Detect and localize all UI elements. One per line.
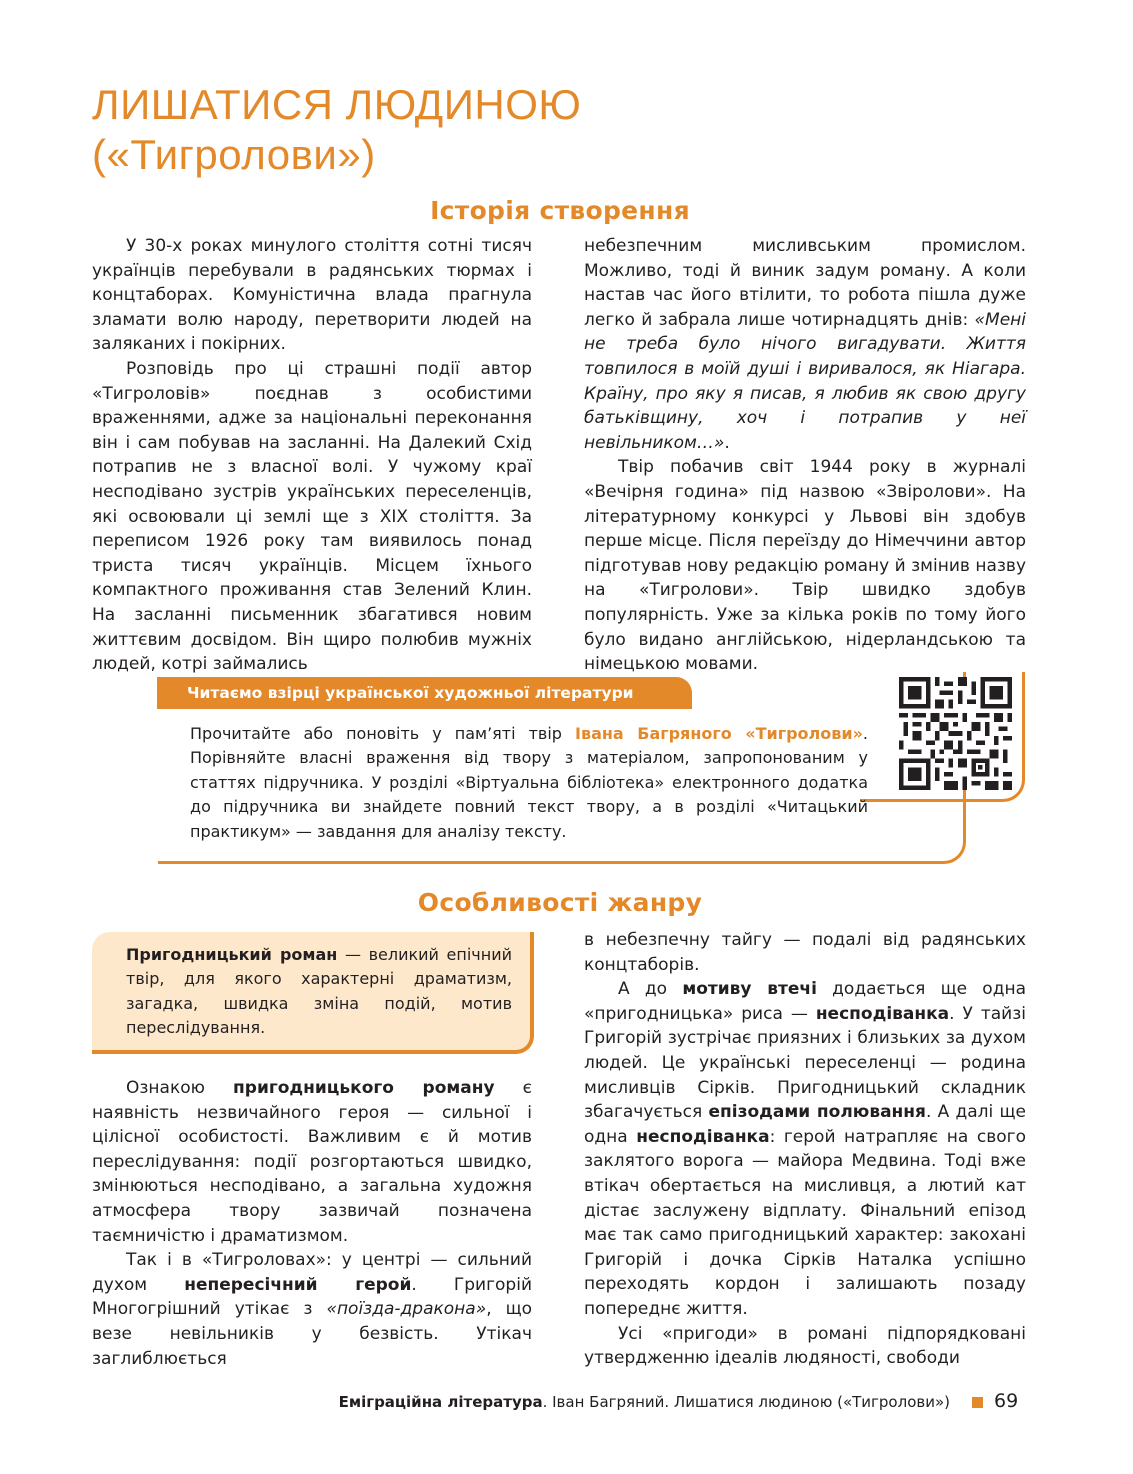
term-surprise-2: несподіванка [636,1126,770,1147]
history-left-p2: Розповідь про ці страшні події автор «Тигроловів» поєднав з особистими враженнями, адже за національні переконання він і сам побував на засланні. На Далекий Схід потрапив не з власної волі. У чужому краї несподівано зустрів українських переселенців, які освоювали ці землі ще з XIX століття. За переписом 1926 року там виявилось понад триста тисяч українців. Місцем їхнього компактного проживання став Зелений Клин. На засланні письменник збагатився новим життєвим досвідом. Він щиро полюбив мужніх людей, котрі займались [92,358,532,675]
text-run: , що везе невільників у безвість. Утікач заглиблюється [92,1299,532,1369]
qr-code-icon[interactable] [899,677,1012,790]
genre-right-p2: Усі «пригоди» в романі підпорядковані утвердженню ідеалів людяності, свободи [584,1323,1026,1369]
reading-text-highlight: Івана Багряного «Тигролови» [575,724,863,743]
title-line-2: («Тигролови») [92,131,376,178]
history-right-p1 [584,234,1026,455]
running-footer [300,1392,950,1412]
text-run: Ознакою [126,1078,234,1098]
term-surprise: несподіванка [815,1003,950,1024]
definition-body: — великий епічний твір, для якого характерні драматизм, загадка, швидка зміна подій, мотив переслідування. [126,945,512,1038]
reading-text-start: Прочитайте або поновіть у пам’яті твір [190,724,575,743]
footer-square-icon [972,1397,983,1408]
history-heading: Історія створення [430,196,690,225]
genre-right-p0: в небезпечну тайгу — подалі від радянських концтаборів. [584,930,1026,975]
text-run: Так і в «Тигроловах»: у центрі — сильний духом [92,1250,532,1295]
text-run: . А далі ще одна [584,1102,1026,1147]
text-run: додається ще одна «пригодницька» риса — [584,979,1026,1024]
genre-left-column [92,1076,532,1371]
text-run: є наявність незвичайного героя — сильної і цілісної особистості. Важливим є й мотив переслідування: події розгортаються швидко, змінюються несподівано, а загальна художня атмосфера твору зазвичай позначена таємничістю і драматизмом. [92,1078,532,1246]
reading-box-tab: Читаємо взірці української художньої літератури [157,677,692,709]
history-right-p1-start: небезпечним мисливським промислом. Можливо, тоді й виник задум роману. А коли настав час його втілити, то робота пішла дуже легко й забрала лише чотирнадцять днів: [584,236,1026,330]
page-number: 69 [994,1390,1019,1412]
text-run: А до [618,979,683,1000]
genre-heading: Особливості жанру [417,888,703,917]
text-run: . Григорій Многогрішний утікає з [92,1274,532,1320]
reading-box-text [190,722,868,844]
history-left-column [92,234,532,677]
page-title [92,80,792,180]
footer-title: . Іван Багряний. Лишатися людиною («Тигролови») [542,1393,950,1411]
term-hunting-episodes: епізодами полювання [708,1102,926,1123]
reading-text-end: . Порівняйте власні враження від твору з матеріалом, запропонованим у статтях підручника. У розділі «Віртуальна бібліотека» електронного додатка до підручника ви знайдете повний текст твору, а в розділі «Читацький практикум» — завдання для аналізу тексту. [190,724,868,841]
text-run: . У тайзі Григорій зустрічає приязних і близьких за духом людей. Це українські переселенці — родина мисливців Сірків. Пригодницький складник збагачується [584,1003,1026,1123]
term-adventure-novel: пригодницького роману [233,1078,495,1098]
genre-right-column [584,928,1026,1371]
history-left-p1: У 30-х роках минулого століття сотні тисяч українців перебували в радянських тюрмах і концтаборах. Комуністична влада прагнула зламати волю народу, перетворити людей на заляканих і покірних. [92,236,532,355]
history-right-p1-end: . [724,432,730,453]
term-escape-motif: мотиву втечі [682,979,817,1000]
footer-section: Еміграційна література [338,1393,543,1411]
text-run: : герой натрапляє на свого заклятого ворога — майора Медвина. Тоді вже втікач обертається на мисливця, а лютий кат дістає заслужену відплату. Фінальний епізод має так само пригодницький характер: закохані Григорій і дочка Сірків Наталка успішно переходять кордон і залишають позаду попереднє життя. [584,1126,1026,1319]
history-right-column [584,234,1026,677]
title-line-1: ЛИШАТИСЯ ЛЮДИНОЮ [92,81,582,128]
term-hero: непересічний герой [184,1274,412,1295]
history-right-quote: «Мені не треба було нічого вигадувати. Життя товпилося в моїй душі і виривалося, як Ніагара. Країну, про яку я писав, я любив як свою другу батьківщину, хоч і потрапив у неї невільником…» [584,309,1026,453]
term-dragon-train: «поїзда-дракона» [326,1299,487,1320]
genre-left-p1 [92,1076,532,1248]
definition-term: Пригодницький роман [126,945,338,964]
history-right-p2: Твір побачив світ 1944 року в журналі «Вечірня година» під назвою «Звіролови». На літературному конкурсі у Львові він здобув перше місце. Після переїзду до Німеччини автор підготував нову редакцію роману й змінив назву на «Тигролови». Твір швидко здобув популярність. Уже за кілька років по тому його було видано англійською, нідерландською та німецькою мовами. [584,457,1026,675]
genre-left-p2 [92,1248,532,1371]
definition-text [126,943,512,1041]
genre-right-p1 [584,977,1026,1321]
